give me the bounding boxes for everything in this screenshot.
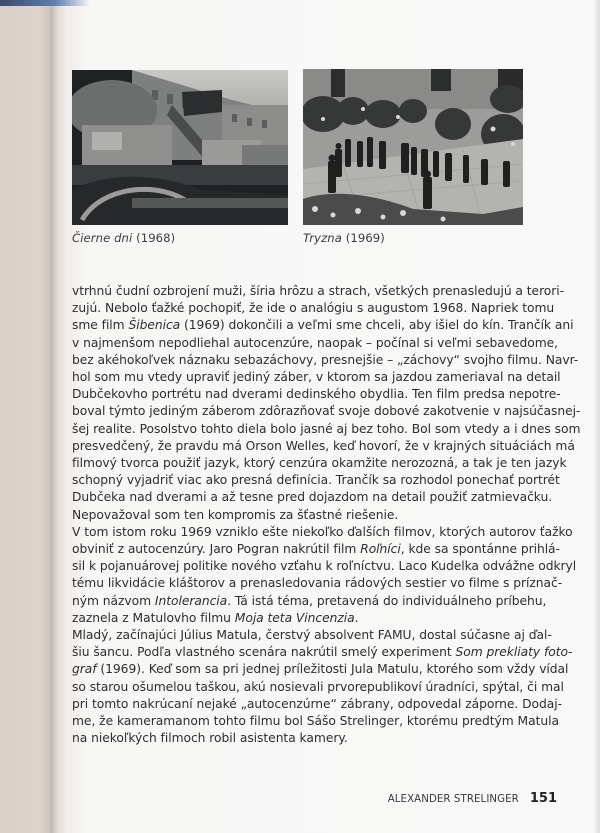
text-run: obviniť z autocenzúry. Jaro Pogran nakrútil film [72,542,361,557]
text-run: presvedčený, že pravdu má Orson Welles, keď hovorí, že v krajných situáciách má [72,438,575,453]
text-line [72,627,552,644]
page-right-edge [594,0,600,833]
text-run: . Tá istá téma, pretavená do individuálneho príbehu, [227,593,547,608]
page-footer [388,791,557,806]
text-run: Mladý, začínajúci Július Matula, čerstvý absolvent FAMU, dostal súčasne aj ďal- [72,628,552,643]
figure-caption-1 [72,231,175,245]
text-run: vtrhnú čudní ozbrojení muži, šíria hrôzu a strach, všetkých prenasledujú a terori- [72,284,565,298]
text-line [72,730,524,747]
text-line [72,679,564,696]
text-line [72,713,559,730]
text-run: schopný vyjadriť viac ako presná definícia. Trančík sa rozhodol ponechať portrét [72,473,560,488]
text-run: hol som mu vtedy upraviť jediný záber, v ktorom sa jazdou zameriaval na detail [72,370,561,385]
text-run: na niekoľkých filmoch robil asistenta kamery. [72,731,348,746]
caption-year: (1968) [136,231,176,245]
text-line [72,696,563,713]
text-run: so starou ošumelou taškou, akú nosievali prvorepublikoví úradníci, spýtal, či mal [72,679,564,694]
italic-title: Šibenica [128,318,181,333]
text-line [72,369,561,386]
text-run: šej realite. Posolstvo tohto diela bolo jasné aj bez toho. Bol som vtedy a i dnes som [72,421,581,436]
photo-cierne-dni [72,70,288,225]
text-line [72,524,573,541]
text-line [72,644,573,661]
text-line [72,593,547,610]
italic-title: Roľníci [360,542,401,557]
text-line [72,421,581,438]
text-run: bez akéhokoľvek náznaku sebazáchovy, presnejšie – „záchovy“ svojho filmu. Navr- [72,352,579,367]
text-run: (1969). Keď som sa pri jednej príležitosti Jula Matulu, ktorého som vždy vídal [96,662,569,677]
italic-title: Som prekliaty foto- [455,645,573,660]
text-run: boval týmto jediným záberom zdôrazňovať svoje dobové zakotvenie v najsúčasnej- [72,404,581,419]
text-run: filmový tvorca použiť jazyk, ktorý cenzúra okamžite nerozozná, a tak je ten jazyk [72,456,567,471]
text-run: zujú. Nebolo ťažké pochopiť, že ide o analógiu s augustom 1968. Napriek tomu [72,301,555,316]
text-line [72,472,560,489]
text-line [72,610,524,627]
photo-tryzna [303,69,523,225]
text-line [72,575,563,592]
text-run: V tom istom roku 1969 vzniklo ešte niekoľko ďalších filmov, ktorých autorov ťažko [72,524,573,539]
previous-page-edge [0,0,55,833]
caption-year: (1969) [345,231,385,245]
text-run: . [354,610,359,625]
text-line [72,317,574,334]
text-run: šiu šancu. Podľa vlastného scenára nakrútil smelý experiment [72,645,456,660]
text-line [72,352,579,369]
text-run: pri tomto nakrúcaní nejaké „autocenzúrne“ zábrany, odpovedal záporne. Dodaj- [72,696,563,711]
figure-caption-2 [303,231,385,245]
text-run: (1969) dokončili a veľmi sme chceli, aby išiel do kín. Trančík ani [180,318,574,333]
text-line [72,300,555,317]
text-run: , kde sa spontánne prihlá- [400,542,560,557]
text-line [72,558,577,575]
caption-title: Čierne dni [72,231,133,245]
text-line [72,455,567,472]
text-run: Dubčekovho portrétu nad dverami dedinského obydlia. Ten film predsa nepotre- [72,387,561,402]
body-text [72,283,581,747]
text-line [72,541,560,558]
text-run: Dubčeka nad dverami a až tesne pred dojazdom na detail použiť zatmievačku. [72,490,553,505]
book-gutter-shadow [50,0,68,833]
caption-title: Tryzna [303,231,342,245]
text-run: sil k pojanuárovej politike nového vzťahu k roľníctvu. Laco Kudelka odvážne odkryl [72,559,577,574]
text-line [72,283,565,300]
text-run: me, že kameramanom tohto filmu bol Sášo Strelinger, ktorému predtým Matula [72,714,559,729]
text-line [72,386,561,403]
text-run: v najmenšom nepodliehal autocenzúre, naopak – počínal si veľmi sebavedome, [72,335,559,350]
scan-edge [0,0,90,6]
text-line [72,507,524,524]
text-run: Nepovažoval som ten kompromis za šťastné riešenie. [72,507,399,522]
text-run: ným názvom [72,593,155,608]
text-line [72,661,569,678]
tanks-street-photo [72,70,288,225]
text-line [72,489,553,506]
text-line [72,335,559,352]
funeral-wreaths-crowd-photo [303,69,523,225]
text-run: sme film [72,318,129,333]
text-run: zaznela z Matulovho filmu [72,610,235,625]
text-line [72,403,581,420]
page-number: 151 [529,791,557,806]
text-line [72,438,575,455]
italic-title: Moja teta Vincenzia [234,610,355,625]
running-footer-author: ALEXANDER STRELINGER [387,794,519,805]
italic-title: graf [72,662,97,677]
italic-title: Intolerancia [154,593,228,608]
text-run: tému likvidácie kláštorov a prenasledovania rádových sestier vo filme s príznač- [72,576,563,591]
